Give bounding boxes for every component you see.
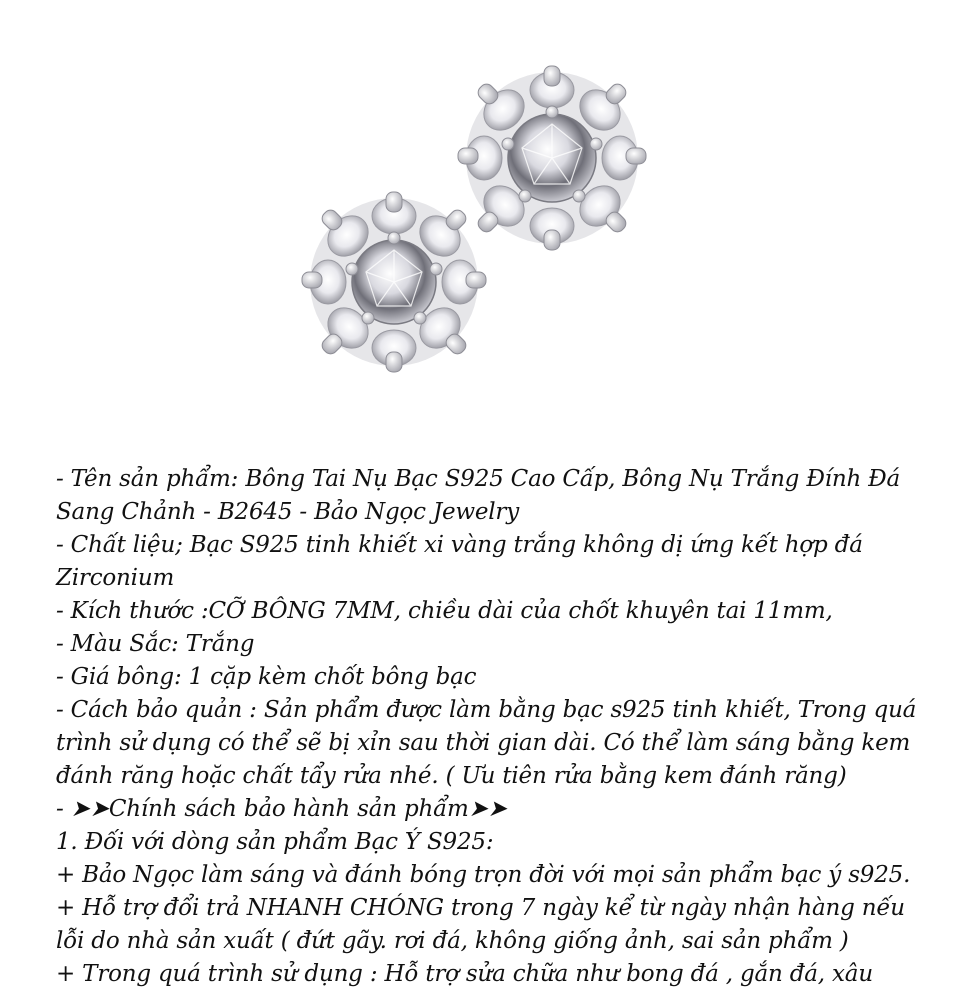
desc-line-name: - Tên sản phẩm: Bông Tai Nụ Bạc S925 Cao Cấp, Bông Nụ Trắng Đính Đá Sang Chảnh - B2645 - Bảo Ngọc Jewelry	[56, 466, 901, 525]
desc-line-material: - Chất liệu; Bạc S925 tinh khiết xi vàng trắng không dị ứng kết hợp đá Zirconium	[56, 532, 863, 591]
desc-line-warranty-1: 1. Đối với dòng sản phẩm Bạc Ý S925:	[56, 829, 494, 855]
desc-line-size: - Kích thước :CỠ BÔNG 7MM, chiều dài của chốt khuyên tai 11mm,	[56, 598, 833, 624]
desc-line-price: - Giá bông: 1 cặp kèm chốt bông bạc	[56, 664, 477, 690]
earring-icon	[0, 0, 960, 440]
desc-line-care: - Cách bảo quản : Sản phẩm được làm bằng bạc s925 tinh khiết, Trong quá trình sử dụng có thể sẽ bị xỉn sau thời gian dài. Có thể làm sáng bằng kem đánh răng hoặc chất tẩy rửa nhé. ( Ưu tiên rửa bằng kem đánh răng)	[56, 697, 917, 789]
desc-line-color: - Màu Sắc: Trắng	[56, 631, 255, 657]
desc-line-warranty-4: + Trong quá trình sử dụng : Hỗ trợ sửa chữa như bong đá , gắn đá, xâu	[56, 961, 873, 987]
earring-front	[302, 192, 486, 372]
earring-back	[458, 66, 646, 250]
desc-line-warranty-3: + Hỗ trợ đổi trả NHANH CHÓNG trong 7 ngày kể từ ngày nhận hàng nếu lỗi do nhà sản xuất ( đứt gãy. rơi đá, không giống ảnh, sai sản phẩm )	[56, 895, 905, 954]
product-photo	[0, 0, 960, 440]
desc-line-warranty-2: + Bảo Ngọc làm sáng và đánh bóng trọn đời với mọi sản phẩm bạc ý s925.	[56, 862, 911, 888]
desc-line-warranty-heading: - ➤➤Chính sách bảo hành sản phẩm➤➤	[56, 796, 507, 822]
product-description	[56, 463, 936, 991]
